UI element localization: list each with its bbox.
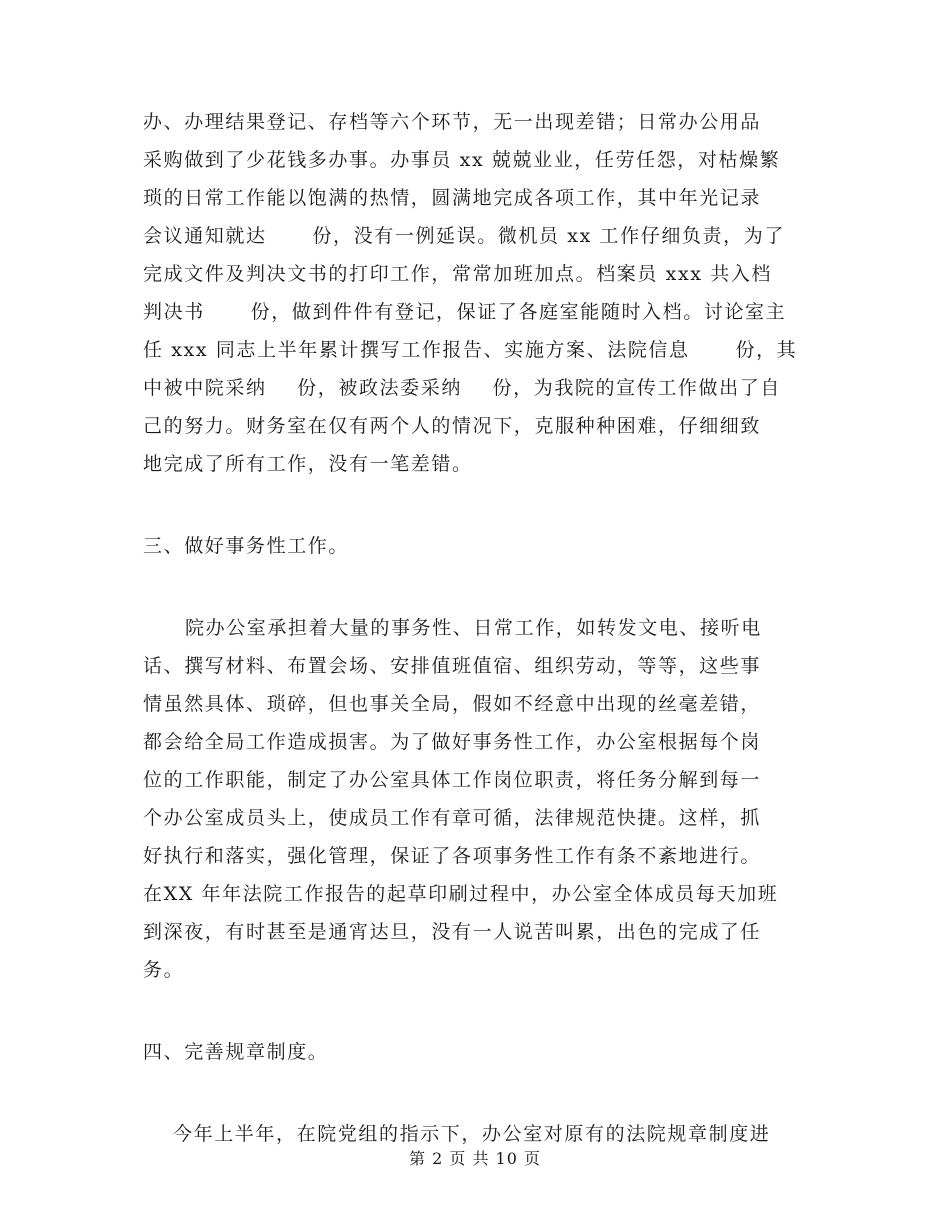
- paragraph-line: 今年上半年，在院党组的指示下，办公室对原有的法院规章制度进: [173, 1123, 771, 1145]
- paragraph-line: 完成文件及判决文书的打印工作，常常加班加点。档案员 xxx 共入档: [143, 263, 773, 285]
- paragraph-line: 好执行和落实，强化管理，保证了各项事务性工作有条不紊地进行。: [143, 845, 762, 867]
- paragraph-line: 务。: [143, 959, 185, 981]
- paragraph-line: 情虽然具体、琐碎，但也事关全局，假如不经意中出现的丝毫差错，: [143, 693, 762, 715]
- paragraph-line: 任 xxx 同志上半年累计撰写工作报告、实施方案、法院信息 份，其: [143, 339, 798, 361]
- document-body: [143, 103, 803, 1153]
- paragraph-spacer: [143, 565, 803, 609]
- paragraph-line: 判决书 份，做到件件有登记，保证了各庭室能随时入档。讨论室主: [143, 301, 787, 323]
- paragraph-line: 院办公室承担着大量的事务性、日常工作，如转发文电、接听电: [185, 617, 762, 639]
- paragraph-spacer: [143, 1071, 803, 1115]
- paragraph-2: [143, 609, 803, 989]
- paragraph-line: 到深夜，有时甚至是通宵达旦，没有一人说苦叫累，出色的完成了任: [143, 921, 762, 943]
- paragraph-line: 己的努力。财务室在仅有两个人的情况下，克服种种困难，仔细细致: [143, 415, 762, 437]
- paragraph-line: 采购做到了少花钱多办事。办事员 xx 兢兢业业，任劳任怨，对枯燥繁: [143, 149, 781, 171]
- paragraph-spacer: [143, 483, 803, 527]
- paragraph-line: 地完成了所有工作，没有一笔差错。: [143, 453, 473, 475]
- paragraph-line: 在XX 年年法院工作报告的起草印刷过程中，办公室全体成员每天加班: [143, 883, 779, 905]
- paragraph-1: [143, 103, 803, 483]
- paragraph-line: 话、撰写材料、布置会场、安排值班值宿、组织劳动，等等，这些事: [143, 655, 762, 677]
- paragraph-line: 会议通知就达 份，没有一例延误。微机员 xx 工作仔细负责，为了: [143, 225, 785, 247]
- paragraph-line: 位的工作职能，制定了办公室具体工作岗位职责，将任务分解到每一: [143, 769, 762, 791]
- page-number-footer: 第 2 页 共 10 页: [409, 1149, 541, 1168]
- paragraph-line: 个办公室成员头上，使成员工作有章可循，法律规范快捷。这样，抓: [143, 807, 762, 829]
- paragraph-spacer: [143, 989, 803, 1033]
- section-heading-3: 三、做好事务性工作。: [143, 535, 350, 557]
- paragraph-line: 办、办理结果登记、存档等六个环节，无一出现差错；日常办公用品: [143, 111, 762, 133]
- section-heading-4: 四、完善规章制度。: [143, 1041, 329, 1063]
- paragraph-line: 都会给全局工作造成损害。为了做好事务性工作，办公室根据每个岗: [143, 731, 762, 753]
- paragraph-line: 中被中院采纳 份，被政法委采纳 份，为我院的宣传工作做出了自: [143, 377, 781, 399]
- paragraph-line: 琐的日常工作能以饱满的热情，圆满地完成各项工作，其中年光记录: [143, 187, 762, 209]
